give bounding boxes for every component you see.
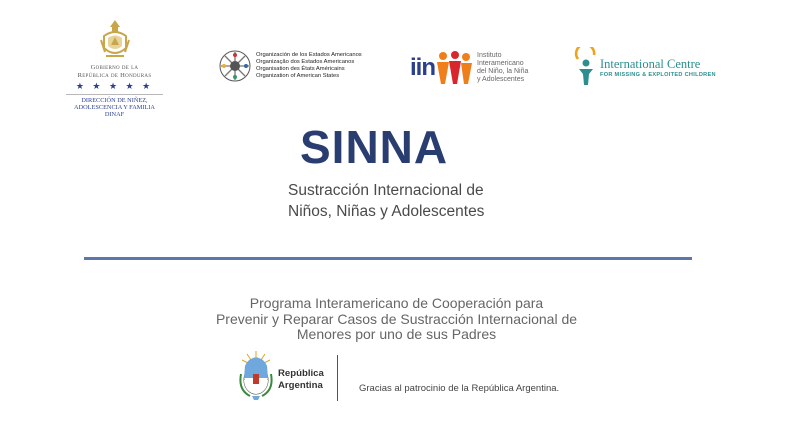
iin-wordmark: iin — [410, 54, 435, 81]
oas-line-fr: Organisation des États Américains — [256, 66, 345, 72]
dinaf-line2: ADOLESCENCIA Y FAMILIA — [74, 104, 155, 111]
honduras-stars: ★ ★ ★ ★ ★ — [75, 81, 154, 91]
program-line1: Programa Interamericano de Cooperación para — [249, 295, 544, 311]
icmec-title: International Centre — [600, 56, 701, 71]
argentina-separator — [337, 355, 338, 401]
sponsor-thanks: Gracias al patrocinio de la República Argentina. — [359, 383, 560, 394]
honduras-dinaf-logo — [62, 18, 167, 118]
icmec-child-icon — [574, 47, 598, 87]
iin-logo — [410, 50, 528, 86]
program-line2: Prevenir y Reparar Casos de Sustracción Internacional de — [215, 310, 578, 327]
oas-emblem-icon — [219, 50, 251, 82]
argentina-line2: Argentina — [278, 380, 323, 391]
oas-line-pt: Organização dos Estados Americanos — [256, 58, 355, 65]
icmec-text — [600, 57, 716, 78]
oas-names — [256, 52, 362, 81]
argentina-line1: República — [278, 368, 324, 379]
honduras-coat-of-arms-icon — [98, 18, 132, 62]
iin-line2: Interamericano — [477, 60, 524, 67]
iin-line1: Instituto — [477, 52, 502, 59]
icmec-subtitle: FOR MISSING & EXPLOITED CHILDREN — [600, 71, 716, 78]
iin-line4: y Adolescentes — [477, 76, 525, 83]
subtitle-line1: Sustracción Internacional de — [288, 182, 484, 199]
honduras-rule — [66, 94, 163, 95]
dinaf-line1: DIRECCIÓN DE NIÑEZ, — [81, 97, 148, 104]
argentina-logo — [238, 350, 274, 407]
dinaf-line3: DINAF — [104, 111, 125, 118]
oas-line-es: Organización de los Estados Americanos — [256, 51, 362, 58]
honduras-gov-line2: República de Honduras — [77, 71, 152, 79]
argentina-coat-of-arms-icon — [238, 350, 274, 402]
iin-line3: del Niño, la Niña — [477, 68, 529, 75]
program-description — [180, 296, 613, 343]
iin-names — [477, 52, 528, 84]
icmec-logo — [574, 47, 716, 87]
honduras-gov-text — [62, 64, 167, 79]
oas-logo — [219, 50, 362, 82]
honduras-gov-line1: Gobierno de la — [90, 64, 139, 71]
iin-children-figures-icon — [435, 50, 473, 86]
sinna-title: SINNA — [300, 121, 449, 173]
section-divider — [84, 257, 692, 260]
argentina-label — [278, 368, 324, 392]
sinna-subtitle — [288, 180, 484, 222]
program-line3: Menores por uno de sus Padres — [296, 326, 497, 342]
oas-line-en: Organization of American States — [256, 73, 340, 80]
dinaf-text — [62, 97, 167, 118]
subtitle-line2: Niños, Niñas y Adolescentes — [288, 203, 485, 220]
